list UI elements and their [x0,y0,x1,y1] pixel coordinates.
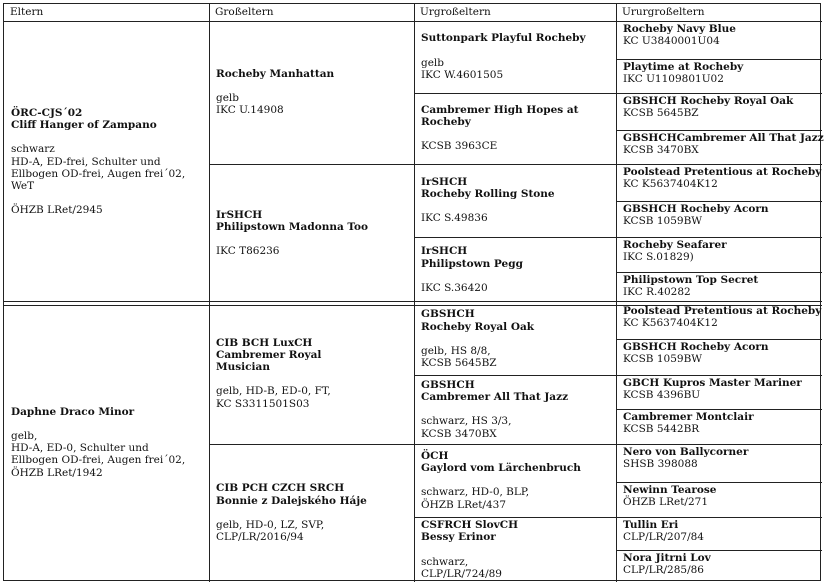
registration-number: IKC U1109801U02 [623,73,724,86]
dog-name: Rocheby Seafarer [623,239,727,251]
dog-name: Playtime at Rocheby [623,61,744,73]
dog-details: gelb [421,56,445,69]
dog-name: Nora Jitrni Lov [623,552,711,564]
registration-number: KCSB 3470BX [623,144,699,157]
dog-name: Philipstown Top Secret [623,274,759,286]
dog-name: Rocheby Royal Oak [421,320,535,333]
great-grandparent-cell [421,308,613,369]
pedigree-table [3,3,824,581]
registration-number: IKC R.40282 [623,286,691,299]
registration-number: KC U3840001U04 [623,35,720,48]
grandparent-cell [216,209,411,258]
row-divider [616,59,822,60]
dog-name: Suttonpark Playful Rocheby [421,32,586,45]
dog-name: GBSHCH Rocheby Royal Oak [623,95,794,107]
dog-name: GBSHCHCambremer All That Jazz [623,132,824,144]
row-divider [616,272,822,273]
dog-name: Daphne Draco Minor [11,405,135,418]
dog-details: schwarz [11,143,55,156]
header-divider [4,21,822,22]
dog-name: Musician [216,361,270,374]
dog-name: GBCH Kupros Master Mariner [623,377,802,389]
dog-name: Rocheby [421,116,471,129]
dog-details: KCSB 3963CE [421,140,498,153]
registration-number: KC K5637404K12 [623,317,718,330]
column-divider [209,4,210,582]
parent-cell [11,107,206,217]
column-header: Großeltern [215,6,274,18]
dog-name: ÖRC-CJS´02 [11,106,83,119]
dog-name: Rocheby Manhattan [216,67,335,80]
registration-number: SHSB 398088 [623,458,698,471]
dog-details: gelb [216,92,240,105]
dog-name: GBSHCH [421,308,475,321]
registration-number: CLP/LR/207/84 [623,531,704,544]
dog-details: HD-A, ED-frei, Schulter und [11,155,161,168]
dog-name: ÖCH [421,449,449,462]
ggg-cell [623,341,819,366]
great-grandparent-cell [421,176,613,225]
dog-name: Cambremer High Hopes at [421,103,579,116]
dog-details: ÖHZB LRet/1942 [11,466,103,479]
row-divider [414,93,822,94]
dog-name: Rocheby Rolling Stone [421,188,555,201]
dog-details: IKC S.36420 [421,281,488,294]
registration-number: KCSB 5442BR [623,423,700,436]
dog-name: Poolstead Pretentious at Rocheby [623,166,822,178]
column-header: Urgroßeltern [420,6,491,18]
ggg-cell [623,23,819,48]
registration-number: KCSB 1059BW [623,215,703,228]
dog-details: KCSB 5645BZ [421,357,497,370]
row-divider [414,375,822,376]
registration-number: ÖHZB LRet/271 [623,496,709,509]
great-grandparent-cell [421,450,613,511]
dog-details: IKC T86236 [216,245,280,258]
ggg-cell [623,552,819,577]
ggg-cell [623,377,819,402]
dog-name: Bonnie z Dalejského Háje [216,494,367,507]
dog-name: Poolstead Pretentious at Rocheby [623,305,822,317]
dog-name: Philipstown Pegg [421,257,523,270]
row-divider [616,201,822,202]
registration-number: KCSB 5645BZ [623,107,699,120]
dog-name: Philipstown Madonna Too [216,221,369,234]
dog-details: WeT [11,180,35,193]
row-divider [616,339,822,340]
great-grandparent-cell [421,379,613,440]
grandparent-cell [216,337,411,410]
dog-name: Cambremer All That Jazz [421,391,569,404]
great-grandparent-cell [421,32,613,81]
column-header: Eltern [10,6,44,18]
ggg-cell [623,411,819,436]
dog-details: IKC U.14908 [216,104,284,117]
ggg-cell [623,446,819,471]
dog-details: gelb, HD-0, LZ, SVP, [216,518,325,531]
dog-name: CIB BCH LuxCH [216,336,313,349]
ggg-cell [623,274,819,299]
dog-name: CSFRCH SlovCH [421,519,519,531]
row-divider [209,444,822,445]
dog-name: Gaylord vom Lärchenbruch [421,462,581,475]
dog-name: IrSHCH [421,175,468,188]
ggg-cell [623,305,822,330]
dog-name: Cambremer Royal [216,348,322,361]
dog-details: HD-A, ED-0, Schulter und [11,442,149,455]
row-divider [616,550,822,551]
registration-number: KCSB 4396BU [623,389,701,402]
registration-number: ÖHZB LRet/2945 [11,204,103,217]
section-divider [4,301,822,302]
dog-name: CIB PCH CZCH SRCH [216,482,345,495]
great-grandparent-cell [421,519,613,580]
dog-name: GBSHCH Rocheby Acorn [623,341,769,353]
registration-number: KCSB 1059BW [623,353,703,366]
dog-details: Ellbogen OD-frei, Augen frei´02, [11,454,186,467]
ggg-cell [623,484,819,509]
ggg-cell [623,95,819,120]
dog-details: IKC W.4601505 [421,68,504,81]
ggg-cell [623,239,819,264]
dog-details: gelb, [11,429,38,442]
grandparent-cell [216,482,411,543]
dog-details: schwarz, [421,555,469,568]
row-divider [414,517,822,518]
registration-number: IKC S.01829) [623,251,694,264]
dog-details: schwarz, HD-0, BLP, [421,486,530,499]
dog-details: CLP/LR/2016/94 [216,531,304,544]
grandparent-cell [216,68,411,117]
dog-name: Newinn Tearose [623,484,717,496]
ggg-cell [623,519,819,544]
column-header: Ururgroßeltern [622,6,705,18]
row-divider [616,130,822,131]
row-divider [616,482,822,483]
dog-name: GBSHCH Rocheby Acorn [623,203,769,215]
ggg-cell [623,61,819,86]
row-divider [616,409,822,410]
dog-name: Cliff Hanger of Zampano [11,118,157,131]
dog-details: schwarz, HS 3/3, [421,415,512,428]
dog-name: Bessy Erinor [421,531,496,544]
dog-details: gelb, HS 8/8, [421,344,491,357]
column-divider [616,4,617,582]
ggg-cell [623,203,819,228]
dog-details: ÖHZB LRet/437 [421,498,507,511]
ggg-cell [623,132,824,157]
dog-name: Nero von Ballycorner [623,446,749,458]
parent-cell [11,406,206,479]
dog-details: gelb, HD-B, ED-0, FT, [216,385,331,398]
row-divider [209,164,822,165]
registration-number: CLP/LR/285/86 [623,564,704,577]
dog-name: GBSHCH [421,378,475,391]
registration-number: KC K5637404K12 [623,178,718,191]
dog-name: IrSHCH [216,208,263,221]
dog-name: IrSHCH [421,245,468,258]
dog-details: CLP/LR/724/89 [421,567,502,580]
dog-name: Rocheby Navy Blue [623,23,736,35]
dog-details: KC S3311501S03 [216,397,310,410]
dog-details: IKC S.49836 [421,212,488,225]
great-grandparent-cell [421,104,613,153]
dog-name: Tullin Eri [623,519,679,531]
column-divider [414,4,415,582]
row-divider [414,237,822,238]
dog-details: Ellbogen OD-frei, Augen frei´02, [11,167,186,180]
dog-details: KCSB 3470BX [421,427,497,440]
great-grandparent-cell [421,245,613,294]
dog-name: Cambremer Montclair [623,411,754,423]
ggg-cell [623,166,822,191]
